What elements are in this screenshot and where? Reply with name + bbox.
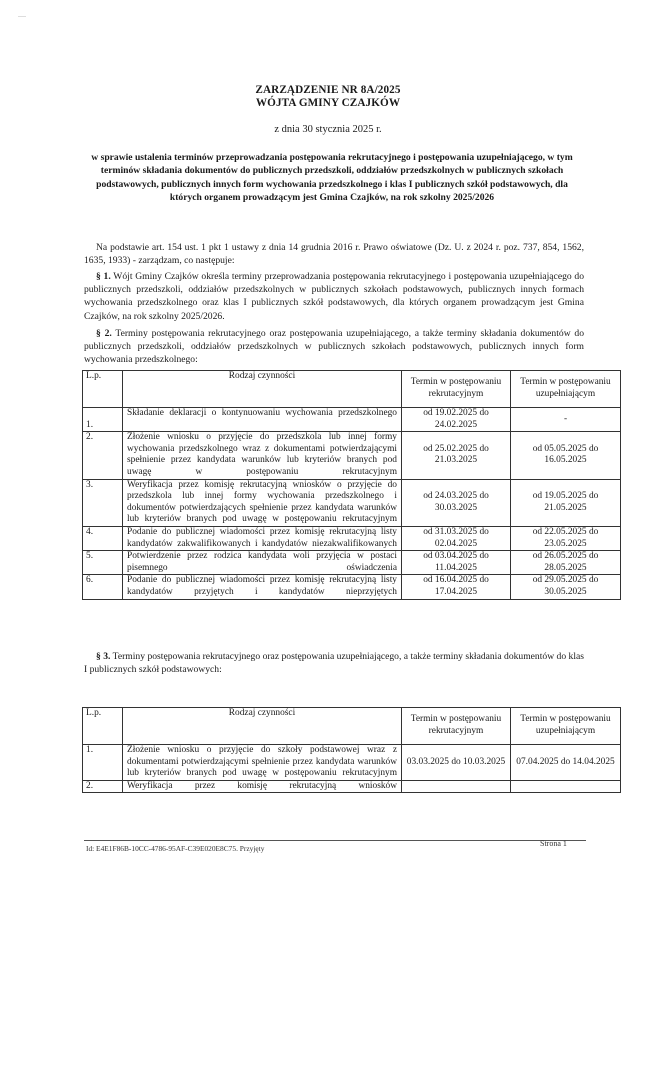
document-title: ZARZĄDZENIE NR 8A/2025 — [255, 84, 401, 96]
page-number: Strona 1 — [540, 839, 567, 848]
section-label: § 1. — [96, 271, 111, 282]
header-term-recruitment: Termin w postępowaniu rekrutacyjnym — [402, 371, 511, 408]
row-recruitment-term: od 25.02.2025 do 21.03.2025 — [402, 432, 511, 479]
row-lp: 6. — [83, 575, 123, 599]
row-recruitment-term: od 31.03.2025 do 02.04.2025 — [402, 526, 511, 550]
table-row — [83, 479, 621, 526]
row-activity: Podanie do publicznej wiadomości przez komisję rekrutacyjną listy kandydatów zakwalifikowanych i kandydatów niezakwalifikowanych — [123, 526, 402, 550]
row-recruitment-term: od 24.03.2025 do 30.03.2025 — [402, 479, 511, 526]
table-row — [83, 551, 621, 575]
row-recruitment-term: 03.03.2025 do 10.03.2025 — [402, 745, 511, 781]
row-supplementary-term: 07.04.2025 do 14.04.2025 — [511, 745, 621, 781]
table-header-row — [83, 371, 621, 408]
header-activity: Rodzaj czynności — [123, 708, 402, 745]
header-term-supplementary: Termin w postępowaniu uzupełniającym — [511, 708, 621, 745]
table-row — [83, 432, 621, 479]
row-lp: 5. — [83, 551, 123, 575]
table-row — [83, 408, 621, 432]
row-lp: 4. — [83, 526, 123, 550]
row-recruitment-term: od 03.04.2025 do 11.04.2025 — [402, 551, 511, 575]
primary-school-schedule-table — [82, 707, 621, 793]
section-3 — [84, 650, 584, 676]
row-lp: 2. — [83, 780, 123, 793]
document-id: Id: E4E1F86B-10CC-4786-95AF-C39E020E8C75. Przyjęty — [86, 844, 265, 853]
document-subject: w sprawie ustalenia terminów przeprowadzania postępowania rekrutacyjnego i postępowania uzupełniającego, w tym terminów składania dokumentów do publicznych przedszkoli, oddziałów przedszkolnych w publicznych szkołach podstawowych, publicznych innych form wychowania przedszkolnego i klas I publicznych szkół podstawowych, dla których organem prowadzącym jest Gmina Czajków, na rok szkolny 2025/2026 — [91, 152, 573, 203]
table-row — [83, 780, 621, 793]
preschool-schedule-table — [82, 370, 621, 600]
section-label: § 2. — [96, 328, 112, 339]
table-row — [83, 526, 621, 550]
header-term-recruitment: Termin w postępowaniu rekrutacyjnym — [402, 708, 511, 745]
document-date: z dnia 30 stycznia 2025 r. — [274, 124, 382, 135]
row-lp: 1. — [83, 745, 123, 781]
header-activity: Rodzaj czynności — [123, 371, 402, 408]
row-supplementary-term: od 22.05.2025 do 23.05.2025 — [511, 526, 621, 550]
row-supplementary-term: od 29.05.2025 do 30.05.2025 — [511, 575, 621, 599]
row-lp: 2. — [83, 432, 123, 479]
row-activity: Złożenie wniosku o przyjęcie do przedszkola lub innej formy wychowania przedszkolnego wraz z dokumentami potwierdzającymi spełnienie przez kandydata warunków lub kryteriów branych pod uwagę w postępowaniu rekrutacyjnym — [123, 432, 402, 479]
row-supplementary-term: od 05.05.2025 do 16.05.2025 — [511, 432, 621, 479]
section-label: § 3. — [96, 651, 111, 662]
row-activity: Składanie deklaracji o kontynuowaniu wychowania przedszkolnego — [123, 408, 402, 432]
row-activity: Złożenie wniosku o przyjęcie do szkoły podstawowej wraz z dokumentami potwierdzającymi spełnienie przez kandydata warunków lub kryteriów branych pod uwagę w postępowaniu rekrutacyjnym — [123, 745, 402, 781]
row-activity: Podanie do publicznej wiadomości przez komisję rekrutacyjną listy kandydatów przyjętych i kandydatów nieprzyjętych — [123, 575, 402, 599]
section-2 — [84, 327, 584, 367]
row-supplementary-term: od 26.05.2025 do 28.05.2025 — [511, 551, 621, 575]
row-recruitment-term: od 16.04.2025 do 17.04.2025 — [402, 575, 511, 599]
header-lp: L.p. — [83, 708, 123, 745]
row-activity: Potwierdzenie przez rodzica kandydata woli przyjęcia w postaci pisemnego oświadczenia — [123, 551, 402, 575]
scan-artifact — [18, 16, 26, 17]
row-supplementary-term — [511, 780, 621, 793]
row-activity: Weryfikacja przez komisję rekrutacyjną wniosków — [123, 780, 402, 793]
table-row — [83, 745, 621, 781]
row-lp: 3. — [83, 479, 123, 526]
section-1 — [84, 270, 584, 323]
section-text: Terminy postępowania rekrutacyjnego oraz postępowania uzupełniającego, a także terminy składania dokumentów do klas I publicznych szkół podstawowych: — [84, 651, 585, 676]
section-text: Terminy postępowania rekrutacyjnego oraz postępowania uzupełniającego, a także terminy składania dokumentów do publicznych przedszkoli, oddziałów przedszkolnych w publicznych szkołach podstawowych, publicznych innych form wychowania przedszkolnego: — [84, 328, 585, 366]
row-supplementary-term: - — [511, 408, 621, 432]
table-header-row — [83, 708, 621, 745]
section-text: Wójt Gminy Czajków określa terminy przeprowadzania postępowania rekrutacyjnego i postępowania uzupełniającego do publicznych przedszkoli, oddziałów przedszkolnych w publicznych szkołach podstawowych, publicznych innych formach wychowania przedszkolnego oraz klas I publicznych szkół podstawowych, dla których organem prowadzącym jest Gmina Czajków, na rok szkolny 2025/2026. — [84, 271, 584, 322]
header-lp: L.p. — [83, 371, 123, 408]
row-activity: Weryfikacja przez komisję rekrutacyjną wniosków o przyjęcie do przedszkola lub innej formy wychowania przedszkolnego i dokumentów potwierdzających spełnienie przez kandydata warunków lub kryteriów branych pod uwagę w postępowaniu rekrutacyjnym — [123, 479, 402, 526]
row-recruitment-term — [402, 780, 511, 793]
row-supplementary-term: od 19.05.2025 do 21.05.2025 — [511, 479, 621, 526]
header-term-supplementary: Termin w postępowaniu uzupełniającym — [511, 371, 621, 408]
issuing-authority: WÓJTA GMINY CZAJKÓW — [255, 97, 401, 109]
legal-basis: Na podstawie art. 154 ust. 1 pkt 1 ustawy z dnia 14 grudnia 2016 r. Prawo oświatowe (Dz. U. z 2024 r. poz. 737, 854, 1562, 1635, 1933) - zarządzam, co następuje: — [84, 242, 584, 267]
row-lp: 1. — [83, 408, 123, 432]
footer-divider — [84, 840, 586, 841]
table-row — [83, 575, 621, 599]
row-recruitment-term: od 19.02.2025 do 24.02.2025 — [402, 408, 511, 432]
